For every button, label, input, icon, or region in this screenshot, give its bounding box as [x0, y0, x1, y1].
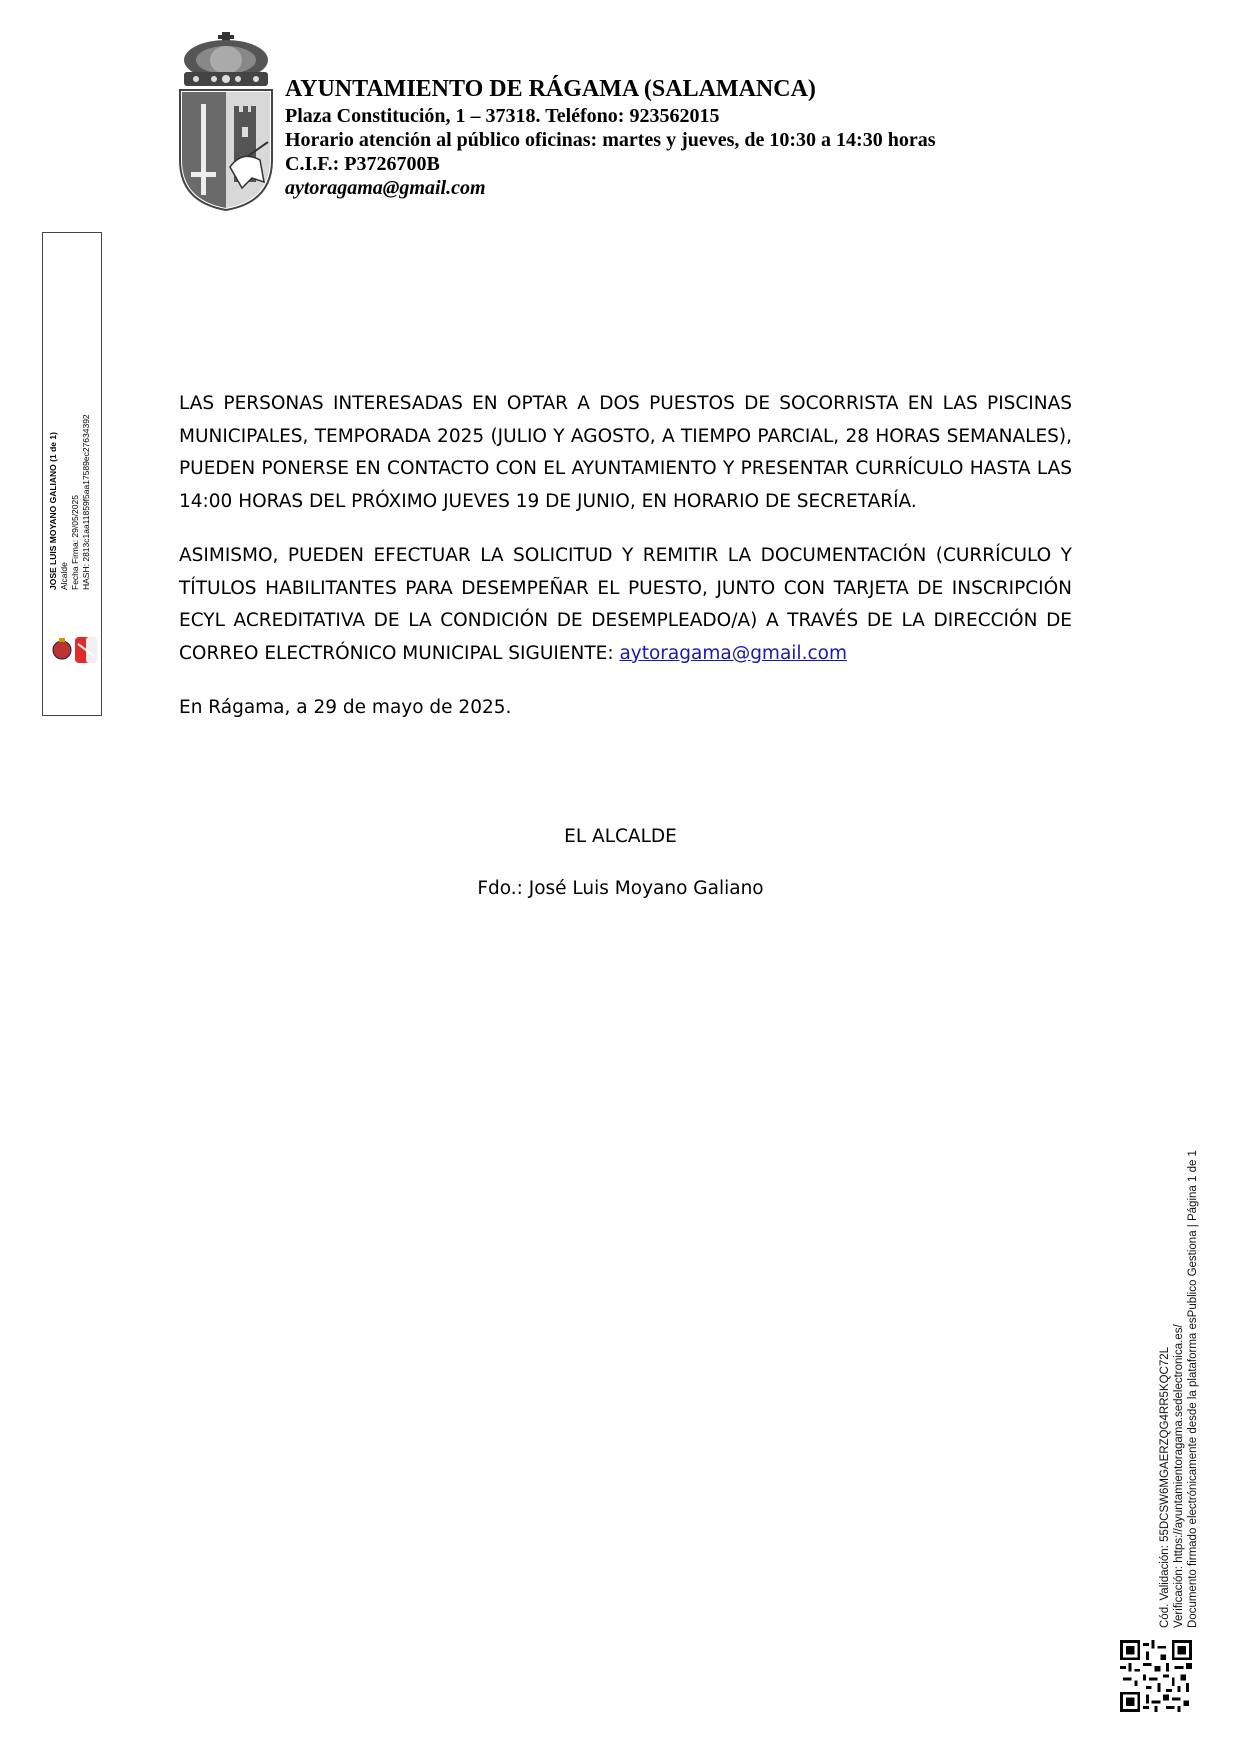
paragraph-application: [179, 540, 1072, 670]
letterhead-email: aytoragama@gmail.com: [285, 177, 486, 199]
stamp-crest-icon: [48, 634, 102, 666]
verification-url: Verificación: https://ayuntamientoragama.sedelectronica.es/: [1173, 1324, 1185, 1628]
verification-footer: [1158, 1068, 1200, 1628]
qr-code-icon: [1120, 1640, 1192, 1712]
letterhead-cif: C.I.F.: P3726700B: [285, 153, 440, 175]
paragraph-announcement: LAS PERSONAS INTERESADAS EN OPTAR A DOS PUESTOS DE SOCORRISTA EN LAS PISCINAS MUNICIPALES, TEMPORADA 2025 (JULIO Y AGOSTO, A TIEMPO PARCIAL, 28 HORAS SEMANALES), PUEDEN PONERSE EN CONTACTO CON EL AYUNTAMIENTO Y PRESENTAR CURRÍCULO HASTA LAS 14:00 HORAS DEL PRÓXIMO JUEVES 19 DE JUNIO, EN HORARIO DE SECRETARÍA.: [179, 393, 1072, 512]
place-date: En Rágama, a 29 de mayo de 2025.: [179, 697, 512, 718]
paragraph-application-text: ASIMISMO, PUEDEN EFECTUAR LA SOLICITUD Y REMITIR LA DOCUMENTACIÓN (CURRÍCULO Y TÍTULOS HABILITANTES PARA DESEMPEÑAR EL PUESTO, JUNTO CON TARJETA DE INSCRIPCIÓN ECYL ACREDITATIVA DE LA CONDICIÓN DE DESEMPLEADO/A) A TRAVÉS DE LA DIRECCIÓN DE CORREO ELECTRÓNICO MUNICIPAL SIGUIENTE:: [179, 545, 1072, 664]
letterhead: [285, 74, 936, 200]
signature-stamp-name: JOSE LUIS MOYANO GALIANO (1 de 1): [48, 432, 58, 590]
signature-title: EL ALCALDE: [564, 826, 677, 847]
letterhead-hours: Horario atención al público oficinas: martes y jueves, de 10:30 a 14:30 horas: [285, 129, 936, 151]
coat-of-arms-logo: [176, 32, 276, 212]
signature-stamp-role: Alcalde: [59, 562, 69, 590]
signature-signed-by: Fdo.: José Luis Moyano Galiano: [477, 878, 764, 899]
letterhead-title: AYUNTAMIENTO DE RÁGAMA (SALAMANCA): [285, 76, 816, 102]
signature-stamp-date: Fecha Firma: 29/05/2025: [70, 495, 80, 590]
verification-platform: Documento firmado electrónicamente desde la plataforma esPublico Gestiona | Página 1 de 1: [1187, 1150, 1199, 1628]
letterhead-address: Plaza Constitución, 1 – 37318. Teléfono: 923562015: [285, 105, 720, 127]
email-link[interactable]: aytoragama@gmail.com: [619, 642, 847, 664]
signature-stamp-hash: HASH: 2813c1aa11859f5aa17589ec27634392: [81, 414, 91, 590]
document-body: [179, 388, 1072, 747]
signature-stamp-text: [48, 350, 92, 590]
verification-code: Cód. Validación: 55DCSW6MGAERZQG4RR5KQC72L: [1159, 1346, 1171, 1628]
